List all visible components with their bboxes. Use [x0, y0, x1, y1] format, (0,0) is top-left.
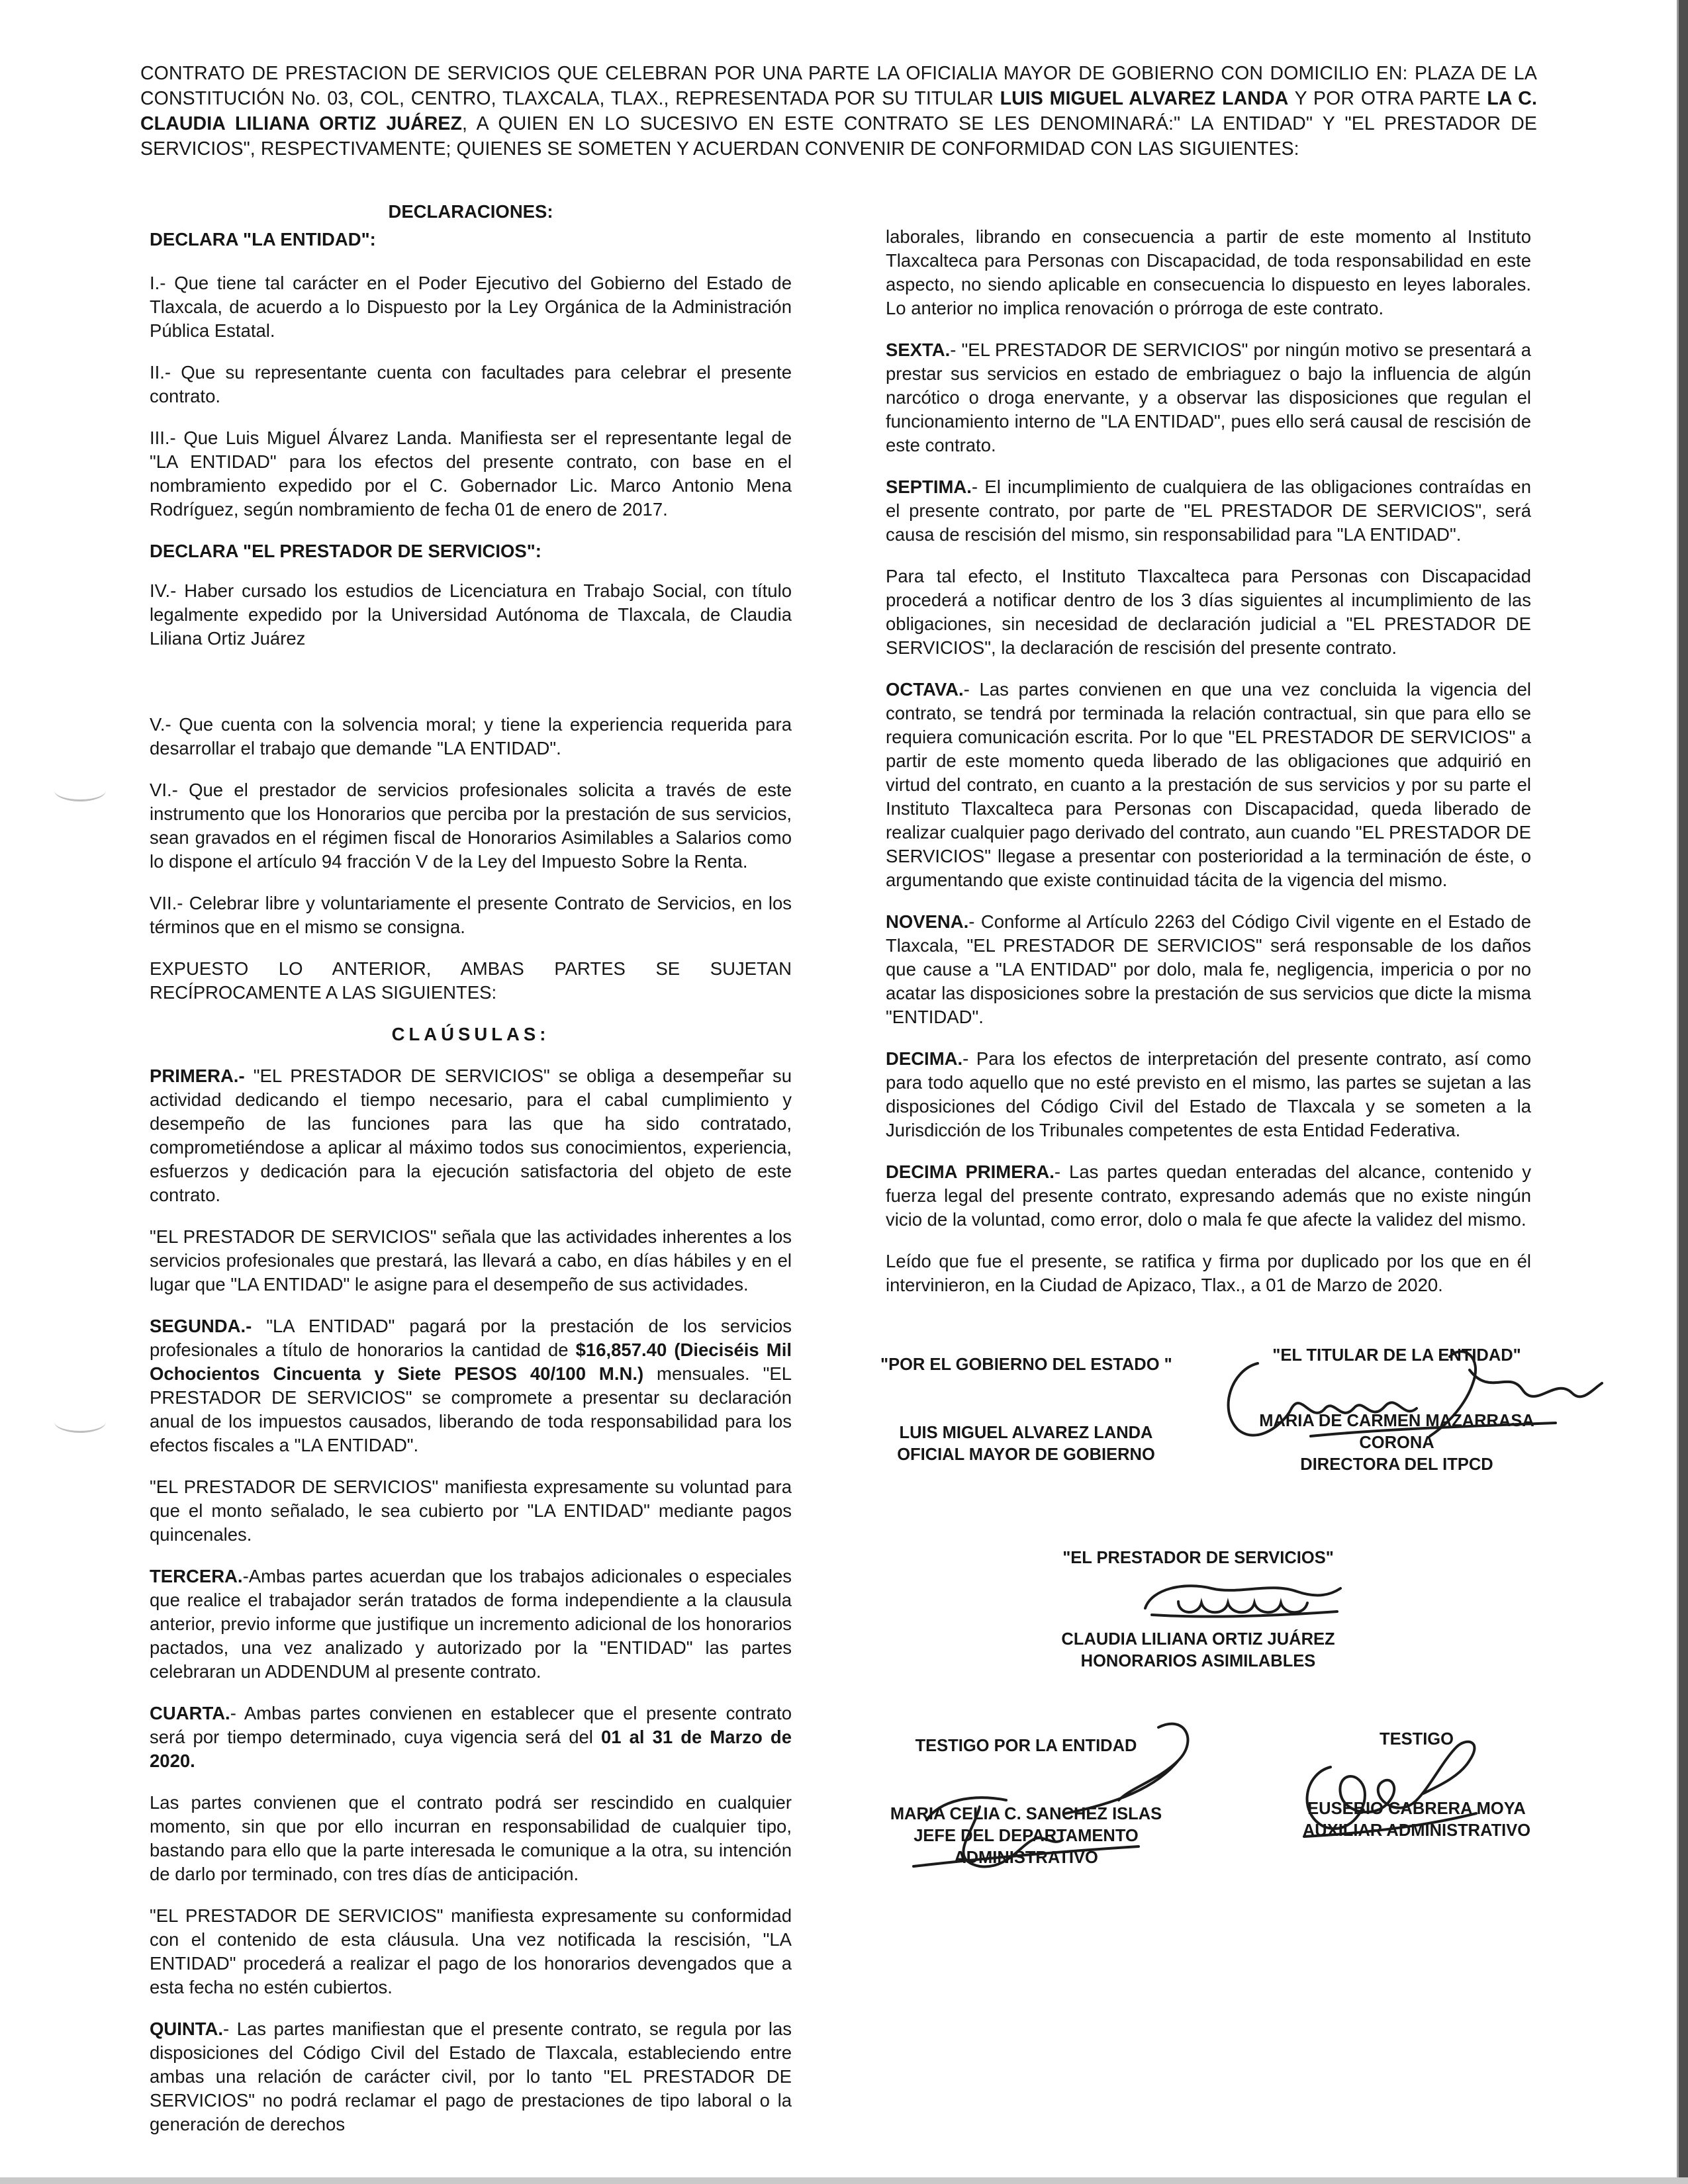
declaration-ii: II.- Que su representante cuenta con facultades para celebrar el presente contrato.: [150, 362, 792, 406]
signature-label: "EL PRESTADOR DE SERVICIOS": [1062, 1549, 1334, 1567]
header-representative: LUIS MIGUEL ALVAREZ LANDA: [1000, 88, 1289, 109]
clause-quinta-continued: laborales, librando en consecuencia a partir de este momento al Instituto Tlaxcalteca para Personas con Discapacidad, de toda responsabilidad en este aspecto, no siendo aplicable en consecuencia lo dispuesto en leyes laborales. Lo anterior no implica renovación o prórroga de este contrato.: [886, 226, 1531, 318]
left-column: [150, 200, 792, 2154]
clause-cuarta-3: "EL PRESTADOR DE SERVICIOS" manifiesta expresamente su conformidad con el contenido de esta cláusula. Una vez notificada la rescisión, "LA ENTIDAD" procederá a realizar el pago de los honorarios devengados que a esta fecha no estén cubiertos.: [150, 1905, 792, 1997]
clause-decima: [886, 1047, 1531, 1142]
signatory-name: MARIA CELIA C. SANCHEZ ISLAS: [890, 1805, 1162, 1823]
payment-amount: $16,857.40 (Dieciséis Mil Ochocientos Cincuenta y Siete PESOS 40/100 M.N.): [150, 1340, 792, 1384]
expuesto-paragraph: EXPUESTO LO ANTERIOR, AMBAS PARTES SE SUJETAN RECÍPROCAMENTE A LAS SIGUIENTES:: [150, 958, 792, 1003]
handwritten-signature-titular: [1211, 1330, 1609, 1456]
scan-edge-shadow: [1677, 0, 1679, 2184]
clause-cuarta-2: Las partes convienen que el contrato podrá ser rescindido en cualquier momento, sin que por ello incurran en responsabilidad de cualquier tipo, bastando para ello que la parte interesada le comunique a la otra, su intención de darlo por terminado, con tres días de anticipación.: [150, 1792, 792, 1884]
declara-entidad-heading: DECLARA "LA ENTIDAD":: [150, 229, 376, 250]
signatory-name-line2: CORONA: [1359, 1433, 1434, 1452]
declara-prestador-heading: DECLARA "EL PRESTADOR DE SERVICIOS":: [150, 541, 541, 561]
clause-text: - El incumplimiento de cualquiera de las obligaciones contraídas en el presente contrato, por parte de "EL PRESTADOR DE SERVICIOS", será causa de rescisión del mismo, sin responsabilidad para "LA ENTIDAD".: [886, 477, 1531, 545]
clause-text: - "EL PRESTADOR DE SERVICIOS" por ningún motivo se presentará a prestar sus servicios en estado de embriaguez o bajo la influencia de algún narcótico o droga enervante, y a observar las disposiciones que regulan el funcionamiento interno de "LA ENTIDAD", pues ello será causal de rescisión de este contrato.: [886, 340, 1531, 455]
clause-segunda: [150, 1314, 792, 1457]
clause-septima-2: Para tal efecto, el Instituto Tlaxcalteca para Personas con Discapacidad procederá a notificar dentro de los 3 días siguientes al incumplimiento de las obligaciones, sin necesidad de declaración judicial a "EL PRESTADOR DE SERVICIOS", la declaración de rescisión del presente contrato.: [886, 566, 1531, 658]
clause-text: -Ambas partes acuerdan que los trabajos adicionales o especiales que realice el trabajador serán tratados de forma independiente a la clausula anterior, previo informe que justifique un incremento adicional de los honorarios pactados, una vez analizado y autorizado por la "ENTIDAD" las partes celebraran un ADDENDUM al presente contrato.: [150, 1566, 792, 1682]
clause-heading: SEXTA.: [886, 340, 951, 360]
clause-heading: TERCERA.: [150, 1566, 243, 1586]
signature-label: TESTIGO: [1380, 1730, 1454, 1749]
clause-text: - Las partes convienen en que una vez concluida la vigencia del contrato, se tendrá por terminada la relación contractual, sin que para ello se requiera comunicación escrita. Por lo que "EL PRESTADOR DE SERVICIOS" a partir de este momento queda liberado de las obligaciones que adquirió en virtud del contrato, en cuanto a la prestación de sus servicios y por su parte el Instituto Tlaxcalteca para Personas con Discapacidad, queda liberado de realizar cualquier pago derivado del contrato, aun cuando "EL PRESTADOR DE SERVICIOS" llegase a presentar con posterioridad a la terminación de éste, o argumentando que existe continuidad tácita de la vigencia del mismo.: [886, 679, 1531, 890]
clause-tercera: [150, 1565, 792, 1684]
signatory-title: AUXILIAR ADMINISTRATIVO: [1302, 1821, 1531, 1840]
signatory-title: HONORARIOS ASIMILABLES: [1080, 1652, 1316, 1670]
signatory-name: CLAUDIA LILIANA ORTIZ JUÁREZ: [1061, 1630, 1335, 1649]
header-contractor: LA C. CLAUDIA LILIANA ORTIZ JUÁREZ: [140, 88, 1537, 134]
clause-primera: [150, 1064, 792, 1207]
scan-bottom-edge: [0, 2177, 1688, 2184]
header-text: Y POR OTRA PARTE: [1288, 88, 1487, 109]
closing-paragraph: Leído que fue el presente, se ratifica y firma por duplicado por los que en él intervinieron, en la Ciudad de Apizaco, Tlax., a 01 de Marzo de 2020.: [886, 1251, 1531, 1295]
clause-heading: DECIMA.: [886, 1048, 963, 1069]
header-text: , A QUIEN EN LO SUCESIVO EN ESTE CONTRATO SE LES DENOMINARÁ:" LA ENTIDAD" Y "EL PRESTADOR DE SERVICIOS", RESPECTIVAMENTE; QUIENES SE SOMETEN Y ACUERDAN CONVENIR DE CONFORMIDAD CON LAS SIGUIENTES:: [140, 113, 1537, 159]
signatory-title: DIRECTORA DEL ITPCD: [1300, 1455, 1493, 1474]
clause-heading: CUARTA.: [150, 1703, 230, 1723]
clause-primera-2: "EL PRESTADOR DE SERVICIOS" señala que las actividades inherentes a los servicios profesionales que prestará, las llevará a cabo, en días hábiles y en el lugar que "LA ENTIDAD" le asigne para el desempeño de sus actividades.: [150, 1226, 792, 1295]
signature-block-gobierno: [880, 1354, 1172, 1466]
declaration-v: V.- Que cuenta con la solvencia moral; y tiene la experiencia requerida para desarrollar el trabajo que demande "LA ENTIDAD".: [150, 714, 792, 758]
declaration-iii: III.- Que Luis Miguel Álvarez Landa. Manifiesta ser el representante legal de "LA ENTIDAD" para los efectos del presente contrato, con base en el nombramiento expedido por el C. Gobernador Lic. Marco Antonio Mena Rodríguez, según nombramiento de fecha 01 de enero de 2017.: [150, 428, 792, 520]
clause-sexta: [886, 338, 1531, 457]
signatory-name: EUSEBIO CABRERA MOYA: [1307, 1799, 1526, 1818]
punch-hole-mark: [54, 1411, 106, 1433]
clause-text: "EL PRESTADOR DE SERVICIOS" se obliga a desempeñar su actividad dedicando el tiempo necesario, para el cabal cumplimiento y desempeño de las funciones para las que ha sido contratado, comprometiéndose a aplicar al máximo todos sus conocimientos, experiencia, esfuerzos y dedicación para la ejecución satisfactoria del objeto de este contrato.: [150, 1066, 792, 1205]
declaration-vii: VII.- Celebrar libre y voluntariamente el presente Contrato de Servicios, en los términos que en el mismo se consigna.: [150, 893, 792, 937]
clause-segunda-2: "EL PRESTADOR DE SERVICIOS" manifiesta expresamente su voluntad para que el monto señalado, le sea cubierto por "LA ENTIDAD" mediante pagos quincenales.: [150, 1477, 792, 1545]
signatory-title: OFICIAL MAYOR DE GOBIERNO: [897, 1445, 1155, 1464]
declaration-i: I.- Que tiene tal carácter en el Poder Ejecutivo del Gobierno del Estado de Tlaxcala, de acuerdo a lo Dispuesto por la Ley Orgánica de la Administración Pública Estatal.: [150, 273, 792, 341]
header-text: CONTRATO DE PRESTACION DE SERVICIOS QUE CELEBRAN POR UNA PARTE LA OFICIALIA MAYOR DE GOBIERNO CON DOMICILIO EN: PLAZA DE LA CONSTITUCIÓN No. 03, COL, CENTRO, TLAXCALA, TLAX., REPRESENTADA POR SU TITULAR: [140, 63, 1537, 109]
clausulas-heading: CLAÚSULAS:: [391, 1024, 550, 1044]
clause-novena: [886, 910, 1531, 1029]
right-column: [886, 225, 1531, 1315]
clause-heading: QUINTA.: [150, 2019, 224, 2039]
clause-text: "LA ENTIDAD" pagará por la prestación de los servicios profesionales a título de honorarios la cantidad de: [150, 1316, 792, 1360]
signatory-name: LUIS MIGUEL ALVAREZ LANDA: [899, 1424, 1153, 1442]
handwritten-signature-testigo-entidad: [900, 1714, 1205, 1880]
clause-text: - Las partes quedan enteradas del alcance, contenido y fuerza legal del presente contrato, expresando además que no existe ningún vicio de la voluntad, como error, dolo o mala fe que afecte la validez del mismo.: [886, 1161, 1531, 1230]
clause-text: mensuales. "EL PRESTADOR DE SERVICIOS" se compromete a presentar su declaración anual de los impuestos causados, liberando de toda responsabilidad para los efectos fiscales a "LA ENTIDAD".: [150, 1363, 792, 1455]
scan-edge: [1679, 0, 1688, 2184]
clause-heading: DECIMA PRIMERA.: [886, 1161, 1055, 1182]
clause-quinta: [150, 2017, 792, 2136]
clause-septima: [886, 475, 1531, 547]
clause-heading: OCTAVA.: [886, 679, 964, 700]
signature-label: "EL TITULAR DE LA ENTIDAD": [1272, 1346, 1521, 1365]
declaraciones-heading: DECLARACIONES:: [388, 201, 553, 222]
contract-period: 01 al 31 de Marzo de 2020.: [150, 1727, 792, 1771]
clause-heading: SEGUNDA.-: [150, 1316, 252, 1336]
redacted-area: [150, 651, 792, 693]
clause-text: - Ambas partes convienen en establecer que el presente contrato será por tiempo determinado, cuya vigencia será del: [150, 1703, 792, 1747]
clause-decima-primera: [886, 1160, 1531, 1232]
clause-heading: NOVENA.: [886, 911, 969, 932]
clause-heading: PRIMERA.-: [150, 1066, 245, 1086]
clause-text: - Las partes manifiestan que el presente contrato, se regula por las disposiciones del Código Civil del Estado de Tlaxcala, estableciendo entre ambas una relación de carácter civil, por lo tanto "EL PRESTADOR DE SERVICIOS" no podrá reclamar el pago de prestaciones de tipo laboral o la generación de derechos: [150, 2019, 792, 2134]
signatory-title: JEFE DEL DEPARTAMENTO: [914, 1827, 1139, 1845]
clause-octava: [886, 678, 1531, 892]
signatory-name: MARIA DE CARMEN MAZARRASA: [1259, 1412, 1534, 1430]
clause-heading: SEPTIMA.: [886, 477, 972, 497]
handwritten-signature-testigo: [1291, 1721, 1489, 1846]
signature-label: "POR EL GOBIERNO DEL ESTADO ": [880, 1355, 1172, 1374]
declaration-vi: VI.- Que el prestador de servicios profesionales solicita a través de este instrumento que los Honorarios que perciba por la prestación de sus servicios, sean gravados en el régimen fiscal de Honorarios Asimilables a Salarios como lo dispone el artículo 94 fracción V de la Ley del Impuesto Sobre la Renta.: [150, 780, 792, 872]
clause-text: - Conforme al Artículo 2263 del Código Civil vigente en el Estado de Tlaxcala, "EL PRESTADOR DE SERVICIOS" será responsable de los daños que cause a "LA ENTIDAD" por dolo, mala fe, negligencia, impericia o por no acatar las disposiciones sobre la prestación de sus servicios que dicte la misma "ENTIDAD".: [886, 911, 1531, 1027]
clause-text: - Para los efectos de interpretación del presente contrato, así como para todo aquello que no esté previsto en el mismo, las partes se sujetan a las disposiciones del Código Civil del Estado de Tlaxcala y se someten a la Jurisdicción de los Tribunales competentes de esta Entidad Federativa.: [886, 1048, 1531, 1140]
signature-label: TESTIGO POR LA ENTIDAD: [915, 1737, 1137, 1755]
declaration-iv: IV.- Haber cursado los estudios de Licenciatura en Trabajo Social, con título legalmente expedido por la Universidad Autónoma de Tlaxcala, de Claudia Liliana Ortiz Juárez: [150, 580, 792, 649]
handwritten-signature-prestador: [1139, 1575, 1350, 1628]
clause-cuarta: [150, 1702, 792, 1773]
contract-header: [140, 61, 1537, 161]
punch-hole-mark: [54, 780, 106, 801]
signatory-title-line2: ADMINISTRATIVO: [954, 1848, 1098, 1867]
